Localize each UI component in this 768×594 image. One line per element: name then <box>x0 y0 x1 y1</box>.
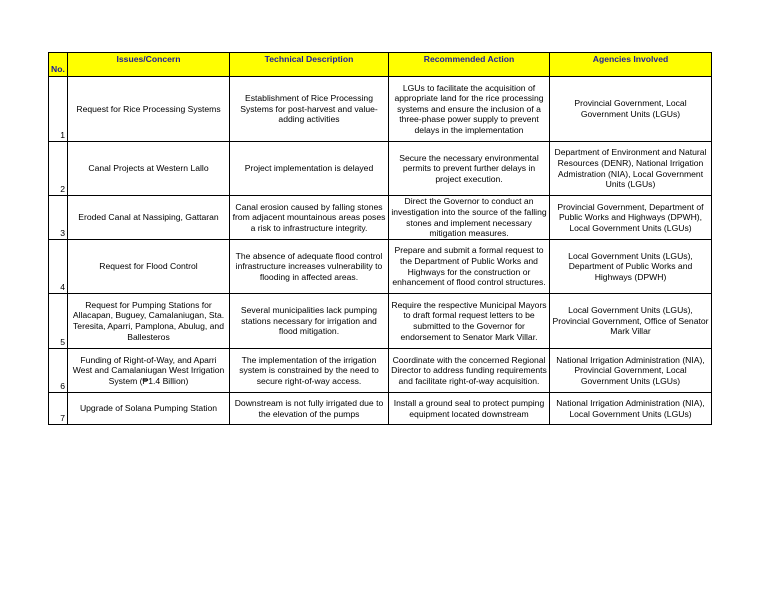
action-cell: Coordinate with the concerned Regional Director to address funding requirements and facilitate right-of-way acquisition. <box>389 349 550 393</box>
table-row <box>49 196 712 240</box>
issue-cell: Request for Pumping Stations for Allacapan, Buguey, Camalaniugan, Sta. Teresita, Aparri, Pamplona, Abulug, and Ballesteros <box>68 294 230 349</box>
table-row <box>49 349 712 393</box>
header-recommended-action: Recommended Action <box>389 53 550 77</box>
action-cell: Require the respective Municipal Mayors to draft formal request letters to be submitted to the Governor for endorsement to Senator Mark Villar. <box>389 294 550 349</box>
description-cell: Downstream is not fully irrigated due to the elevation of the pumps <box>230 393 389 425</box>
agencies-cell: National Irrigation Administration (NIA), Provincial Government, Local Government Units (LGUs) <box>550 349 712 393</box>
description-cell: The implementation of the irrigation system is constrained by the need to secure right-of-way access. <box>230 349 389 393</box>
action-cell: Install a ground seal to protect pumping equipment located downstream <box>389 393 550 425</box>
action-cell: Secure the necessary environmental permits to prevent further delays in project execution. <box>389 142 550 196</box>
action-cell: Prepare and submit a formal request to the Department of Public Works and Highways for the construction or enhancement of flood control structures. <box>389 240 550 294</box>
table-row <box>49 393 712 425</box>
row-number: 2 <box>49 142 68 196</box>
header-no: No. <box>49 53 68 77</box>
row-number: 7 <box>49 393 68 425</box>
header-row <box>49 53 712 77</box>
agencies-cell: Local Government Units (LGUs), Provincial Government, Office of Senator Mark Villar <box>550 294 712 349</box>
issue-cell: Canal Projects at Western Lallo <box>68 142 230 196</box>
table-row <box>49 142 712 196</box>
header-issues-concern: Issues/Concern <box>68 53 230 77</box>
description-cell: Establishment of Rice Processing Systems for post-harvest and value-adding activities <box>230 77 389 142</box>
row-number: 6 <box>49 349 68 393</box>
header-agencies-involved: Agencies Involved <box>550 53 712 77</box>
description-cell: Project implementation is delayed <box>230 142 389 196</box>
row-number: 1 <box>49 77 68 142</box>
agencies-cell: National Irrigation Administration (NIA), Local Government Units (LGUs) <box>550 393 712 425</box>
issue-cell: Eroded Canal at Nassiping, Gattaran <box>68 196 230 240</box>
issue-cell: Request for Rice Processing Systems <box>68 77 230 142</box>
table-row <box>49 294 712 349</box>
agencies-cell: Provincial Government, Local Government Units (LGUs) <box>550 77 712 142</box>
table-row <box>49 77 712 142</box>
spreadsheet-page <box>48 52 711 425</box>
row-number: 3 <box>49 196 68 240</box>
row-number: 4 <box>49 240 68 294</box>
issue-cell: Request for Flood Control <box>68 240 230 294</box>
issue-cell: Funding of Right-of-Way, and Aparri West and Camalaniugan West Irrigation System (₱1.4 Billion) <box>68 349 230 393</box>
agencies-cell: Provincial Government, Department of Public Works and Highways (DPWH), Local Government Units (LGUs) <box>550 196 712 240</box>
description-cell: Several municipalities lack pumping stations necessary for irrigation and flood mitigation. <box>230 294 389 349</box>
row-number: 5 <box>49 294 68 349</box>
table-row <box>49 240 712 294</box>
header-technical-description: Technical Description <box>230 53 389 77</box>
issue-cell: Upgrade of Solana Pumping Station <box>68 393 230 425</box>
action-cell: Direct the Governor to conduct an investigation into the source of the falling stones and implement necessary mitigation measures. <box>389 196 550 240</box>
description-cell: The absence of adequate flood control infrastructure increases vulnerability to flooding in affected areas. <box>230 240 389 294</box>
issues-table <box>48 52 712 425</box>
agencies-cell: Local Government Units (LGUs), Department of Public Works and Highways (DPWH) <box>550 240 712 294</box>
description-cell: Canal erosion caused by falling stones from adjacent mountainous areas poses a risk to infrastructure integrity. <box>230 196 389 240</box>
agencies-cell: Department of Environment and Natural Resources (DENR), National Irrigation Admistration (NIA), Local Government Units (LGUs) <box>550 142 712 196</box>
action-cell: LGUs to facilitate the acquisition of appropriate land for the rice processing systems and ensure the inclusion of a three-phase power supply to prevent delays in the implementation <box>389 77 550 142</box>
